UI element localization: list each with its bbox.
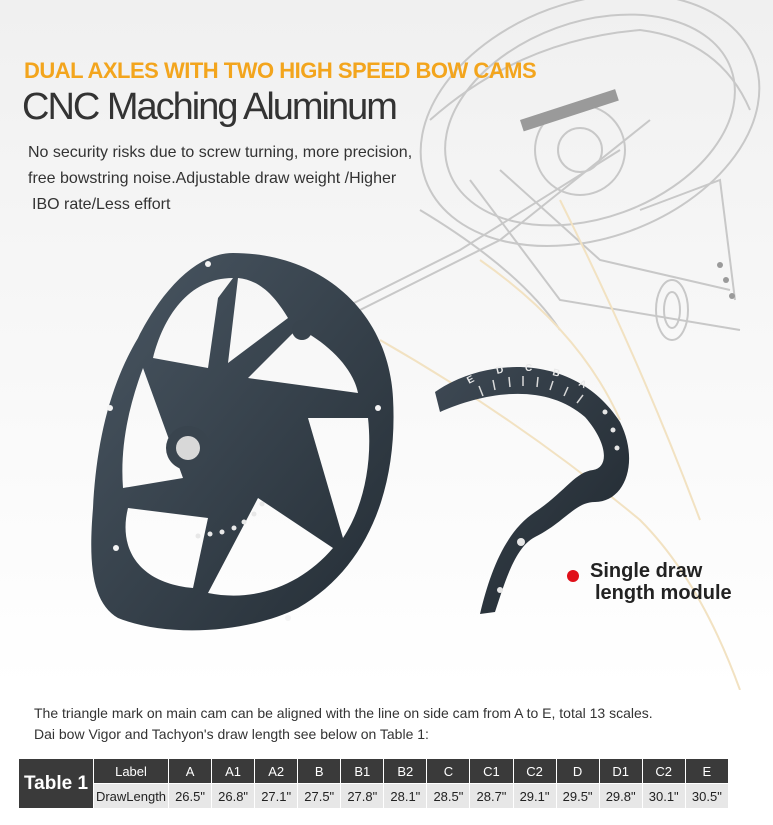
headline: DUAL AXLES WITH TWO HIGH SPEED BOW CAMS xyxy=(24,58,537,83)
value-cell: 29.1" xyxy=(514,784,556,808)
label-cell: D1 xyxy=(600,759,642,783)
table-header-row xyxy=(19,759,728,783)
red-dot-icon xyxy=(567,570,579,582)
label-cell: A1 xyxy=(212,759,254,783)
scale-letter: C xyxy=(525,363,533,374)
module-label xyxy=(590,560,732,604)
label-cell: A2 xyxy=(255,759,297,783)
module-label-line: Single draw xyxy=(590,560,703,582)
scale-letter: B xyxy=(551,367,561,380)
description-line: IBO rate/Less effort xyxy=(32,196,171,213)
label-cell: B2 xyxy=(384,759,426,783)
value-cell: 28.7" xyxy=(470,784,512,808)
label-cell: C xyxy=(427,759,469,783)
value-cell: 27.5" xyxy=(298,784,340,808)
value-cell: 28.5" xyxy=(427,784,469,808)
table-title: Table 1 xyxy=(19,759,93,808)
label-cell: C2 xyxy=(514,759,556,783)
value-cell: 27.1" xyxy=(255,784,297,808)
value-cell: 29.5" xyxy=(557,784,599,808)
scale-letter: E xyxy=(465,373,477,387)
row-label: DrawLength xyxy=(94,784,168,808)
scale-note xyxy=(34,703,653,745)
label-cell: C1 xyxy=(470,759,512,783)
module-label-line: length module xyxy=(595,582,732,604)
value-cell: 30.5" xyxy=(686,784,728,808)
label-cell: B1 xyxy=(341,759,383,783)
draw-length-table xyxy=(18,758,729,809)
row-label: Label xyxy=(94,759,168,783)
description-line: free bowstring noise.Adjustable draw weight /Higher xyxy=(28,170,397,187)
label-cell: E xyxy=(686,759,728,783)
main-cam-image xyxy=(88,248,398,638)
scale-letter: D xyxy=(495,364,505,377)
note-line: Dai bow Vigor and Tachyon's draw length see below on Table 1: xyxy=(34,726,429,742)
table-value-row xyxy=(19,784,728,808)
label-cell: A xyxy=(169,759,211,783)
scale-letter: A xyxy=(576,377,589,392)
description-line: No security risks due to screw turning, more precision, xyxy=(28,144,413,161)
feature-description xyxy=(28,140,448,218)
value-cell: 26.8" xyxy=(212,784,254,808)
note-line: The triangle mark on main cam can be aligned with the line on side cam from A to E, total 13 scales. xyxy=(34,705,653,721)
value-cell: 30.1" xyxy=(643,784,685,808)
label-cell: B xyxy=(298,759,340,783)
value-cell: 28.1" xyxy=(384,784,426,808)
subheading: CNC Maching Aluminum xyxy=(22,86,396,128)
label-cell: D xyxy=(557,759,599,783)
value-cell: 27.8" xyxy=(341,784,383,808)
value-cell: 29.8" xyxy=(600,784,642,808)
value-cell: 26.5" xyxy=(169,784,211,808)
label-cell: C2 xyxy=(643,759,685,783)
